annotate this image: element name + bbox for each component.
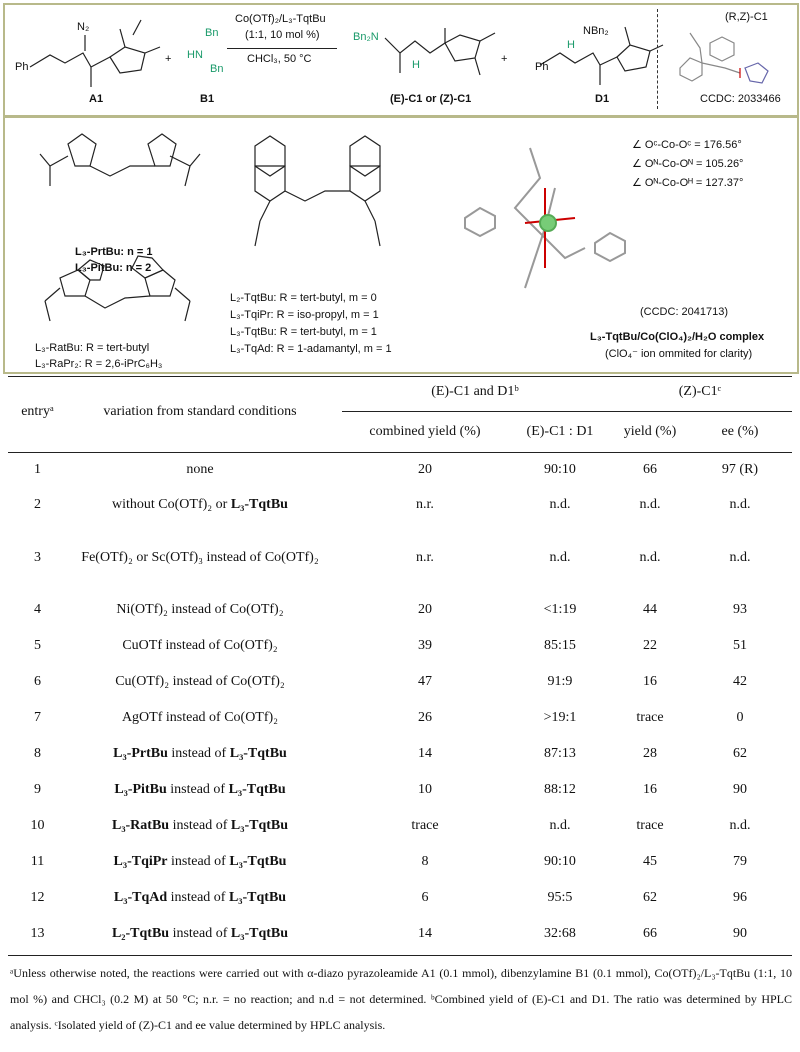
ligand-name: L₃-TqtBu [230, 497, 288, 512]
table-row [0, 808, 800, 844]
bn2n-label: Bn₂N [353, 31, 379, 43]
header-group-e-c1-d1: (E)-C1 and D1ᵇ [431, 384, 519, 399]
cell-variation [80, 880, 320, 916]
cell-ratio: 90:10 [544, 854, 576, 869]
cell-variation [80, 523, 320, 592]
table-row [0, 844, 800, 880]
cell-variation [80, 736, 320, 772]
table-row [0, 880, 800, 916]
ligand-name: L₃-TqtBu [228, 890, 287, 905]
variation-text [114, 849, 287, 875]
cell-entry: 9 [34, 782, 41, 797]
table-row [0, 772, 800, 808]
cell-combined: 47 [418, 674, 432, 689]
ligand-name: L₃-TqtBu [230, 926, 289, 941]
ligand-name: L₃-PrtBu [113, 746, 168, 761]
cell-variation [80, 844, 320, 880]
nbn2-label: NBn₂ [583, 25, 609, 37]
cell-ratio: 90:10 [544, 461, 576, 477]
variation-text [186, 457, 213, 483]
ligand-l2-tqtbu: L₂-TqtBu: R = tert-butyl, m = 0 [230, 292, 377, 304]
a1-label: A1 [89, 93, 104, 105]
variation-text [112, 921, 288, 947]
cell-entry: 5 [34, 638, 41, 653]
cell-ee: 62 [733, 746, 747, 761]
table-row [0, 916, 800, 952]
ligand-name: L₃-TqtBu [229, 746, 287, 761]
cell-entry: 4 [34, 602, 41, 617]
cell-yield: n.d. [639, 549, 661, 565]
cell-ee: 0 [736, 710, 744, 725]
ligand-name: L₃-TqtBu [230, 818, 289, 833]
reaction-scheme [3, 3, 799, 117]
bn-label: Bn [205, 27, 219, 39]
variation-part: without Co(OTf)₂ or [112, 497, 231, 512]
cell-variation [80, 664, 320, 700]
variation-text [112, 492, 288, 518]
cell-combined: 10 [418, 782, 432, 797]
variation-part: Fe(OTf)₂ or Sc(OTf)₃ instead of Co(OTf)₂ [81, 549, 319, 565]
conditions-catalyst: Co(OTf)₂/L₃-TqtBu [235, 13, 326, 25]
ligand-l3-tqtbu: L₃-TqtBu: R = tert-butyl, m = 1 [230, 326, 377, 338]
variation-part: instead of [167, 890, 229, 905]
cell-entry: 13 [30, 926, 45, 941]
cell-variation [80, 700, 320, 736]
ligand-l3-tqad: L₃-TqAd: R = 1-adamantyl, m = 1 [230, 343, 392, 355]
cell-ee: 96 [733, 890, 747, 905]
table-row [0, 452, 800, 487]
variation-part: Cu(OTf)₂ instead of Co(OTf)₂ [115, 674, 285, 689]
variation-part: CuOTf instead of Co(OTf)₂ [122, 638, 278, 653]
header-group-z-c1: (Z)-C1ᶜ [678, 384, 722, 399]
table-row [0, 628, 800, 664]
cell-combined: 14 [418, 926, 432, 941]
cell-yield: trace [636, 818, 664, 833]
cell-combined: 39 [418, 638, 432, 653]
cell-combined: 6 [421, 890, 429, 905]
ligand-name: L₃-TqtBu [229, 854, 287, 869]
cell-ratio: >19:1 [543, 710, 577, 725]
angle-list [632, 136, 743, 193]
cell-combined: 8 [421, 854, 429, 869]
cell-yield: trace [636, 710, 664, 725]
variation-part: instead of [166, 782, 229, 797]
d1-label: D1 [595, 93, 610, 105]
cell-entry: 1 [34, 461, 41, 477]
cell-yield: 16 [643, 782, 657, 797]
variation-part: instead of [169, 818, 231, 833]
cell-ratio: 88:12 [544, 782, 576, 797]
variation-part: AgOTf instead of Co(OTf)₂ [121, 710, 279, 725]
cell-entry: 7 [34, 710, 41, 725]
variation-text [81, 545, 318, 571]
cell-ratio: n.d. [549, 497, 571, 512]
conditions-loading: (1:1, 10 mol %) [245, 29, 320, 41]
cell-yield: 28 [643, 746, 657, 761]
angle-on-co-on: ∠ Oᴺ-Co-Oᴺ = 105.26° [632, 158, 744, 170]
reaction-arrow [227, 48, 337, 49]
cell-yield: 44 [643, 602, 657, 617]
group-rule [342, 411, 792, 412]
cell-yield: 62 [643, 890, 657, 905]
header-yield: yield (%) [623, 424, 677, 439]
ligand-l3-tqipr: L₃-TqiPr: R = iso-propyl, m = 1 [230, 309, 379, 321]
cell-ee: n.d. [729, 497, 751, 512]
cell-variation [80, 808, 320, 844]
cell-ee: 93 [733, 602, 747, 617]
cell-combined: n.r. [416, 497, 434, 512]
n2-label: N₂ [77, 21, 90, 33]
cell-yield: 16 [643, 674, 657, 689]
b1-label: B1 [200, 93, 215, 105]
ligand-name: L₃-RatBu [111, 818, 170, 833]
cell-entry: 6 [34, 674, 41, 689]
variation-text [122, 633, 277, 659]
header-variation: variation from standard conditions [103, 404, 297, 419]
h-label: H [412, 59, 420, 71]
cell-ratio: 32:68 [544, 926, 576, 941]
cell-variation [80, 592, 320, 628]
ligand-pitbu-label: L₃-PitBu: n = 2 [75, 262, 152, 274]
cell-ee: n.d. [729, 549, 751, 565]
table-row [0, 700, 800, 736]
table-row [0, 592, 800, 628]
header-ee: ee (%) [721, 424, 759, 439]
variation-text [114, 777, 285, 803]
cell-variation [80, 916, 320, 952]
ligand-name: L₃-TqtBu [228, 782, 286, 797]
variation-text [114, 885, 286, 911]
complex-crystal-structure [445, 128, 645, 308]
variation-text [122, 705, 278, 731]
cell-entry: 12 [30, 890, 45, 905]
complex-caption: L₃-TqtBu/Co(ClO₄)₂/H₂O complex [590, 331, 765, 343]
plus-sign: + [165, 53, 172, 65]
complex-caption-note: (ClO₄⁻ ion ommited for clarity) [605, 348, 753, 360]
cell-combined: 26 [418, 710, 432, 725]
cell-combined: 14 [418, 746, 432, 761]
ligand-ratbu-label: L₃-RatBu: R = tert-butyl [35, 342, 150, 354]
xray-ccdc: CCDC: 2033466 [700, 93, 781, 105]
hn-label: HN [187, 49, 203, 61]
cell-ee: 90 [733, 926, 747, 941]
h-label-d1: H [567, 39, 575, 51]
variation-text [115, 669, 285, 695]
complex-ccdc: (CCDC: 2041713) [640, 306, 729, 318]
cell-variation [80, 487, 320, 523]
variation-part: instead of [169, 926, 231, 941]
structure-c1 [345, 13, 485, 103]
variation-part: instead of [167, 854, 230, 869]
cell-ratio: n.d. [549, 818, 571, 833]
cell-ratio: 95:5 [547, 890, 573, 905]
cell-ee: 79 [733, 854, 747, 869]
ligand-name: L₃-PitBu [114, 782, 167, 797]
header-combined-yield: combined yield (%) [369, 424, 481, 439]
variation-text [116, 597, 283, 623]
cell-entry: 3 [34, 549, 41, 565]
variation-part: none [186, 461, 214, 477]
angle-oc-co-oc: ∠ Oᶜ-Co-Oᶜ = 176.56° [632, 139, 742, 151]
cell-ratio: 87:13 [544, 746, 576, 761]
cell-combined: 20 [418, 461, 432, 477]
header-ratio: (E)-C1 : D1 [526, 424, 594, 439]
cell-entry: 8 [34, 746, 41, 761]
cell-ratio: n.d. [549, 549, 571, 565]
variation-part: Ni(OTf)₂ instead of Co(OTf)₂ [116, 602, 284, 617]
cell-ee: 90 [733, 782, 747, 797]
cell-yield: 45 [643, 854, 657, 869]
cell-entry: 10 [30, 818, 45, 833]
cell-combined: n.r. [416, 549, 434, 565]
cell-yield: 66 [643, 926, 657, 941]
table-row [0, 664, 800, 700]
cell-yield: 22 [643, 638, 657, 653]
plus-sign-2: + [501, 53, 508, 65]
cell-ratio: <1:19 [543, 602, 577, 617]
table-top-rule [8, 376, 792, 377]
table-row [0, 736, 800, 772]
ligand-name: L₃-TqiPr [113, 854, 168, 869]
cell-ratio: 85:15 [544, 638, 576, 653]
ligand-panel [3, 116, 799, 374]
structure-tq [230, 126, 430, 266]
header-entry: entryᵃ [21, 404, 54, 419]
structure-l3-pr-pi [20, 126, 220, 216]
cell-yield: 66 [643, 461, 657, 477]
cell-ee: 51 [733, 638, 747, 653]
cell-combined: 20 [418, 602, 432, 617]
bn-label-2: Bn [210, 63, 224, 75]
ph-label: Ph [15, 61, 29, 73]
ligand-rapr2-label: L₃-RaPr₂: R = 2,6-iPrC₆H₃ [35, 358, 163, 370]
cell-variation [80, 452, 320, 487]
variation-text [112, 813, 288, 839]
footnotes: ᵃUnless otherwise noted, the reactions were carried out with α-diazo pyrazoleamide A1 (0.1 mmol), dibenzylamine B1 (0.1 mmol), Co(OTf)₂/L₃-TqtBu (1:1, 10 mol %) and CHCl₃ (0.2 M) at 50 °C; n.r. = no reaction; and n.d = not determined. ᵇCombined yield of (E)-C1 and D1. The ratio was determined by HPLC analysis. ᶜIsolated yield of (Z)-C1 and ee value determined by HPLC analysis. [10, 966, 792, 1032]
ph-label-d1: Ph [535, 61, 549, 73]
structure-l3-ra [20, 266, 220, 346]
cell-ee: 97 (R) [721, 461, 759, 477]
cell-entry: 11 [30, 854, 45, 869]
ligand-prtbu-label: L₃-PrtBu: n = 1 [75, 246, 153, 258]
tq-ligand-list [230, 290, 392, 358]
c1-label: (E)-C1 or (Z)-C1 [390, 93, 472, 105]
cell-ee: n.d. [729, 818, 751, 833]
table-bottom-rule [8, 955, 792, 956]
conditions-solvent: CHCl₃, 50 °C [247, 53, 312, 65]
cell-ratio: 91:9 [547, 674, 573, 689]
table-row [0, 523, 800, 592]
ligand-name: L₃-TqAd [113, 890, 168, 905]
cell-variation [80, 772, 320, 808]
cell-yield: n.d. [639, 497, 661, 512]
table-row [0, 487, 800, 523]
variation-text [113, 741, 287, 767]
cell-variation [80, 628, 320, 664]
xray-structure-c1 [670, 23, 790, 93]
variation-part: instead of [167, 746, 230, 761]
cell-ee: 42 [733, 674, 747, 689]
dashed-divider [657, 9, 658, 109]
cell-combined: trace [411, 818, 439, 833]
structure-a1 [15, 15, 165, 95]
xray-title: (R,Z)-C1 [725, 11, 768, 23]
angle-on-co-oh: ∠ Oᴺ-Co-Oᴴ = 127.37° [632, 177, 744, 189]
ligand-name: L₂-TqtBu [111, 926, 170, 941]
cell-entry: 2 [34, 497, 41, 512]
